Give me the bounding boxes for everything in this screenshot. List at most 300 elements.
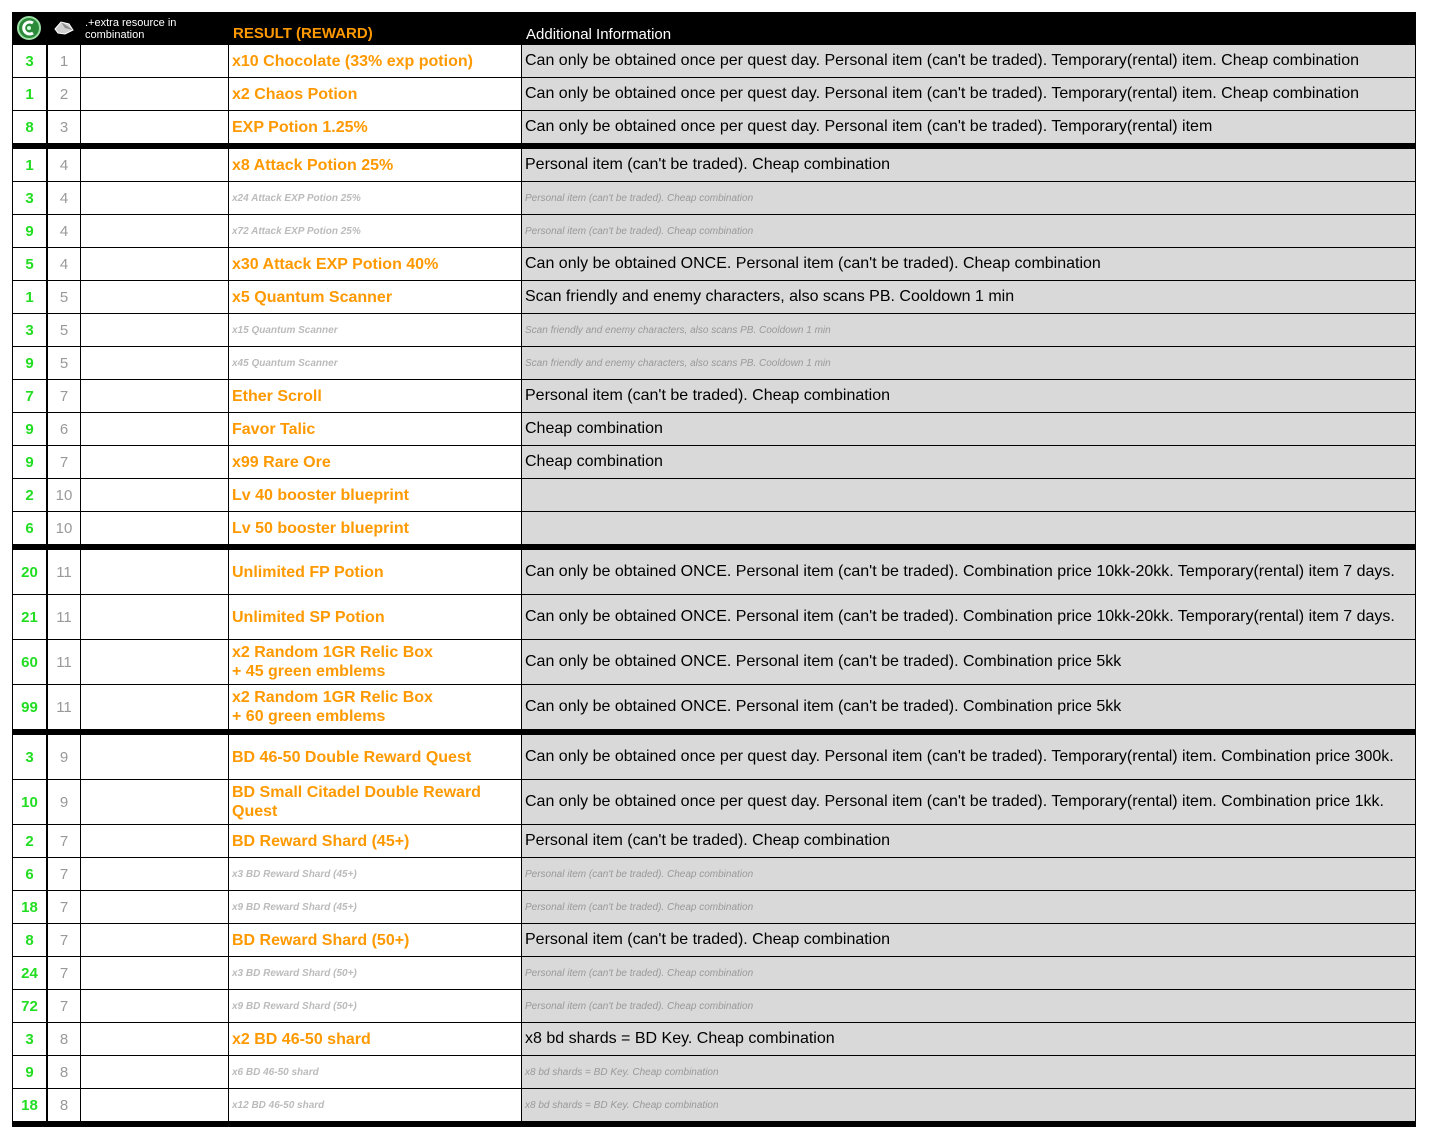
combination-count-text: 9 — [25, 453, 34, 471]
resource-count-text: 5 — [59, 288, 69, 306]
reward-name-text: BD Reward Shard (50+) — [232, 931, 410, 949]
combination-count — [13, 1089, 46, 1121]
additional-info — [522, 891, 1415, 923]
extra-resource-cell — [81, 314, 228, 346]
additional-info — [522, 595, 1415, 639]
table-row — [12, 550, 1416, 594]
resource-count-text: 7 — [59, 997, 69, 1015]
additional-info — [522, 924, 1415, 956]
extra-resource-cell — [81, 1023, 228, 1055]
additional-info-text: Personal item (can't be traded). Cheap combination — [525, 1000, 754, 1012]
combination-count-text: 99 — [21, 698, 38, 716]
additional-info — [522, 380, 1415, 412]
reward-name-text: Unlimited FP Potion — [232, 563, 384, 581]
resource-count-text: 4 — [59, 222, 69, 240]
combination-count — [13, 891, 46, 923]
additional-info-text: Can only be obtained once per quest day. Personal item (can't be traded). Temporary(rental) item. Cheap combination — [525, 52, 1360, 69]
resource-count-text: 7 — [59, 453, 69, 471]
additional-info — [522, 1023, 1415, 1055]
additional-info — [522, 215, 1415, 247]
additional-info — [522, 78, 1415, 110]
combination-count-text: 8 — [25, 118, 34, 136]
resource-count — [48, 446, 80, 478]
additional-info-text: Cheap combination — [525, 453, 663, 470]
reward-name-text: x2 BD 46-50 shard — [232, 1030, 371, 1048]
combination-count — [13, 347, 46, 379]
additional-info — [522, 990, 1415, 1022]
combination-count — [13, 957, 46, 989]
table-row — [12, 281, 1416, 313]
combination-count — [13, 479, 46, 511]
table-row — [12, 413, 1416, 445]
additional-info — [522, 347, 1415, 379]
resource-count — [48, 1089, 80, 1121]
combination-count — [13, 78, 46, 110]
additional-info-text: Can only be obtained once per quest day. Personal item (can't be traded). Temporary(rental) item. Combination price 1kk. — [525, 793, 1384, 810]
combination-count-text: 21 — [21, 608, 38, 626]
reward-name — [229, 924, 521, 956]
extra-resource-cell — [81, 45, 228, 77]
resource-count — [48, 1056, 80, 1088]
reward-name — [229, 640, 521, 684]
reward-name-text: x99 Rare Ore — [232, 453, 331, 471]
resource-count-text: 9 — [59, 748, 69, 766]
combination-count-text: 24 — [21, 964, 38, 982]
reward-name-text: x24 Attack EXP Potion 25% — [232, 192, 361, 204]
resource-count — [48, 380, 80, 412]
resource-count — [48, 990, 80, 1022]
additional-info — [522, 45, 1415, 77]
additional-info — [522, 957, 1415, 989]
additional-info — [522, 479, 1415, 511]
reward-name — [229, 858, 521, 890]
resource-count — [48, 347, 80, 379]
resource-count — [48, 891, 80, 923]
reward-name — [229, 957, 521, 989]
reward-name — [229, 380, 521, 412]
resource-count — [48, 281, 80, 313]
reward-name — [229, 413, 521, 445]
additional-info-text: Personal item (can't be traded). Cheap combination — [525, 192, 754, 204]
resource-count-text: 6 — [59, 420, 69, 438]
table-row — [12, 891, 1416, 923]
resource-count — [48, 780, 80, 824]
combination-count-text: 9 — [25, 354, 34, 372]
reward-name-text: x3 BD Reward Shard (45+) — [232, 868, 357, 880]
combination-count — [13, 825, 46, 857]
reward-name — [229, 248, 521, 280]
combination-count-text: 20 — [21, 563, 38, 581]
table-row — [12, 990, 1416, 1022]
resource-count-text: 8 — [59, 1030, 69, 1048]
combination-count-text: 2 — [25, 486, 34, 504]
resource-count — [48, 550, 80, 594]
combination-count-text: 3 — [25, 52, 34, 70]
reward-name-text: x12 BD 46-50 shard — [232, 1099, 325, 1111]
reward-name — [229, 149, 521, 181]
reward-name-text: Lv 50 booster blueprint — [232, 519, 409, 537]
additional-info — [522, 1056, 1415, 1088]
extra-resource-cell — [81, 111, 228, 143]
extra-resource-cell — [81, 215, 228, 247]
table-row — [12, 248, 1416, 280]
combination-count — [13, 380, 46, 412]
reward-name — [229, 446, 521, 478]
extra-resource-cell — [81, 550, 228, 594]
resource-count-text: 4 — [59, 255, 69, 273]
ore-resource-icon — [47, 12, 80, 44]
reward-name — [229, 347, 521, 379]
table-row — [12, 314, 1416, 346]
reward-name-text: x9 BD Reward Shard (45+) — [232, 901, 357, 913]
resource-count-text: 7 — [59, 832, 69, 850]
extra-resource-header: .+extra resource in combination — [85, 17, 177, 41]
resource-count-text: 11 — [56, 563, 72, 581]
table-row — [12, 182, 1416, 214]
combination-count-text: 9 — [25, 420, 34, 438]
combination-count-text: 18 — [21, 1096, 38, 1114]
additional-info-text: Can only be obtained ONCE. Personal item (can't be traded). Cheap combination — [525, 255, 1101, 272]
extra-resource-cell — [81, 780, 228, 824]
reward-name — [229, 314, 521, 346]
reward-name-text: x45 Quantum Scanner — [232, 357, 338, 369]
reward-name-text: BD Reward Shard (45+) — [232, 832, 410, 850]
reward-name-text: x15 Quantum Scanner — [232, 324, 338, 336]
additional-info — [522, 550, 1415, 594]
resource-count — [48, 512, 80, 544]
combination-count-text: 18 — [21, 898, 38, 916]
table-row — [12, 1023, 1416, 1055]
reward-name-text: x8 Attack Potion 25% — [232, 156, 394, 174]
additional-info-text: Can only be obtained ONCE. Personal item (can't be traded). Combination price 5kk — [525, 698, 1122, 715]
extra-resource-cell — [81, 825, 228, 857]
additional-info-text: Scan friendly and enemy characters, also scans PB. Cooldown 1 min — [525, 288, 1015, 305]
combination-count-text: 9 — [25, 1063, 34, 1081]
reward-name-text: x10 Chocolate (33% exp potion) — [232, 52, 473, 70]
reward-name-text: Ether Scroll — [232, 387, 322, 405]
resource-count — [48, 640, 80, 684]
additional-info-text: Can only be obtained once per quest day. Personal item (can't be traded). Temporary(rental) item. Combination price 300k. — [525, 748, 1394, 765]
resource-count — [48, 924, 80, 956]
resource-count — [48, 413, 80, 445]
resource-count — [48, 957, 80, 989]
additional-info — [522, 858, 1415, 890]
reward-name — [229, 281, 521, 313]
resource-count-text: 10 — [55, 486, 73, 504]
reward-name-text: x3 BD Reward Shard (50+) — [232, 967, 357, 979]
combination-count-text: 1 — [25, 288, 34, 306]
reward-name-text: x5 Quantum Scanner — [232, 288, 393, 306]
combination-count — [13, 182, 46, 214]
extra-resource-cell — [81, 858, 228, 890]
reward-name — [229, 891, 521, 923]
extra-resource-cell — [81, 891, 228, 923]
reward-name-text: x2 Random 1GR Relic Box + 60 green emblems — [232, 689, 433, 725]
resource-count — [48, 182, 80, 214]
reward-name — [229, 1089, 521, 1121]
combination-count-text: 2 — [25, 832, 34, 850]
resource-count — [48, 685, 80, 729]
reward-name-text: BD 46-50 Double Reward Quest — [232, 748, 472, 766]
resource-count-text: 7 — [59, 931, 69, 949]
extra-resource-cell — [81, 149, 228, 181]
table-row — [12, 380, 1416, 412]
table-row — [12, 1089, 1416, 1121]
resource-count-text: 11 — [56, 653, 72, 671]
extra-resource-cell — [81, 446, 228, 478]
additional-info — [522, 512, 1415, 544]
table-row — [12, 347, 1416, 379]
resource-count-text: 1 — [59, 52, 69, 70]
combination-count — [13, 413, 46, 445]
reward-name — [229, 512, 521, 544]
additional-info-text: Can only be obtained ONCE. Personal item (can't be traded). Combination price 10kk-20kk. Temporary(rental) item 7 days. — [525, 608, 1395, 625]
reward-name — [229, 595, 521, 639]
reward-name-text: x2 Random 1GR Relic Box + 45 green emblems — [232, 644, 433, 680]
combination-count — [13, 550, 46, 594]
resource-count-text: 9 — [59, 793, 69, 811]
extra-resource-cell — [81, 512, 228, 544]
resource-count — [48, 149, 80, 181]
combination-count — [13, 1056, 46, 1088]
table-row — [12, 215, 1416, 247]
reward-name — [229, 990, 521, 1022]
extra-resource-cell — [81, 281, 228, 313]
combination-count — [13, 858, 46, 890]
additional-info — [522, 149, 1415, 181]
resource-count-text: 8 — [59, 1063, 69, 1081]
combination-count — [13, 685, 46, 729]
resource-count-text: 8 — [59, 1096, 69, 1114]
reward-name — [229, 45, 521, 77]
combination-count — [13, 149, 46, 181]
combination-count — [13, 780, 46, 824]
additional-info-text: Can only be obtained ONCE. Personal item (can't be traded). Combination price 10kk-20kk. Temporary(rental) item 7 days. — [525, 563, 1395, 580]
additional-info-text: Personal item (can't be traded). Cheap combination — [525, 901, 754, 913]
additional-info-text: Personal item (can't be traded). Cheap combination — [525, 832, 891, 849]
extra-resource-cell — [81, 685, 228, 729]
table-row — [12, 479, 1416, 511]
table-row — [12, 957, 1416, 989]
combination-count — [13, 111, 46, 143]
extra-resource-cell — [81, 735, 228, 779]
combination-count-text: 60 — [21, 653, 38, 671]
resource-count — [48, 78, 80, 110]
resource-count — [48, 858, 80, 890]
combination-count-text: 1 — [25, 85, 34, 103]
extra-resource-cell — [81, 640, 228, 684]
resource-count-text: 7 — [59, 387, 69, 405]
additional-info — [522, 314, 1415, 346]
additional-info-text: Can only be obtained once per quest day. Personal item (can't be traded). Temporary(rental) item. Cheap combination — [525, 85, 1360, 102]
combination-count — [13, 924, 46, 956]
reward-name-text: Favor Talic — [232, 420, 316, 438]
reward-name-text: x72 Attack EXP Potion 25% — [232, 225, 361, 237]
resource-count — [48, 314, 80, 346]
additional-info-text: Personal item (can't be traded). Cheap combination — [525, 931, 891, 948]
resource-count — [48, 45, 80, 77]
extra-resource-cell — [81, 957, 228, 989]
table-row — [12, 1056, 1416, 1088]
table-row — [12, 685, 1416, 729]
extra-resource-cell — [81, 248, 228, 280]
resource-count — [48, 595, 80, 639]
resource-count-text: 4 — [59, 156, 69, 174]
additional-info-text: x8 bd shards = BD Key. Cheap combination — [525, 1099, 719, 1111]
reward-name-text: x2 Chaos Potion — [232, 85, 358, 103]
reward-name — [229, 825, 521, 857]
table-row — [12, 858, 1416, 890]
additional-info — [522, 446, 1415, 478]
combination-count — [13, 595, 46, 639]
resource-count — [48, 248, 80, 280]
result-header: RESULT (REWARD) — [233, 25, 373, 42]
reward-name-text: x30 Attack EXP Potion 40% — [232, 255, 439, 273]
extra-resource-cell — [81, 595, 228, 639]
reward-name — [229, 182, 521, 214]
combination-count-text: 6 — [25, 519, 34, 537]
combination-count — [13, 248, 46, 280]
additional-info-text: Can only be obtained once per quest day. Personal item (can't be traded). Temporary(rental) item — [525, 118, 1213, 135]
additional-info — [522, 248, 1415, 280]
combination-count-text: 6 — [25, 865, 34, 883]
table-row — [12, 45, 1416, 77]
extra-resource-cell — [81, 479, 228, 511]
extra-resource-cell — [81, 347, 228, 379]
combination-count-text: 3 — [25, 189, 34, 207]
reward-name — [229, 111, 521, 143]
table-row — [12, 924, 1416, 956]
table-row — [12, 78, 1416, 110]
additional-info-text: Personal item (can't be traded). Cheap combination — [525, 387, 891, 404]
resource-count — [48, 735, 80, 779]
additional-info-text: Personal item (can't be traded). Cheap combination — [525, 868, 754, 880]
reward-table — [12, 12, 1416, 1127]
extra-resource-cell — [81, 182, 228, 214]
additional-info-text: x8 bd shards = BD Key. Cheap combination — [525, 1066, 719, 1078]
reward-name — [229, 215, 521, 247]
additional-info — [522, 780, 1415, 824]
additional-info — [522, 1089, 1415, 1121]
extra-resource-cell — [81, 78, 228, 110]
combination-count-text: 3 — [25, 748, 34, 766]
extra-resource-cell — [81, 1089, 228, 1121]
resource-count — [48, 111, 80, 143]
resource-count-text: 11 — [56, 698, 72, 716]
combination-count — [13, 640, 46, 684]
additional-info — [522, 182, 1415, 214]
reward-name — [229, 550, 521, 594]
table-row — [12, 735, 1416, 779]
additional-info — [522, 640, 1415, 684]
resource-count — [48, 1023, 80, 1055]
additional-info — [522, 685, 1415, 729]
additional-info — [522, 281, 1415, 313]
resource-count-text: 4 — [59, 189, 69, 207]
table-row — [12, 780, 1416, 824]
combination-count — [13, 512, 46, 544]
reward-name — [229, 1023, 521, 1055]
extra-resource-cell — [81, 990, 228, 1022]
combination-count-text: 3 — [25, 1030, 34, 1048]
table-row — [12, 825, 1416, 857]
additional-info-text: Scan friendly and enemy characters, also scans PB. Cooldown 1 min — [525, 324, 831, 336]
additional-info-text: Can only be obtained ONCE. Personal item (can't be traded). Combination price 5kk — [525, 653, 1122, 670]
reward-name — [229, 479, 521, 511]
additional-info-text: Personal item (can't be traded). Cheap combination — [525, 967, 754, 979]
resource-count-text: 7 — [59, 898, 69, 916]
resource-count — [48, 215, 80, 247]
combination-count-text: 8 — [25, 931, 34, 949]
reward-name — [229, 78, 521, 110]
additional-info — [522, 735, 1415, 779]
combination-count — [13, 314, 46, 346]
extra-resource-cell — [81, 380, 228, 412]
additional-info-text: Personal item (can't be traded). Cheap combination — [525, 225, 754, 237]
combination-count — [13, 215, 46, 247]
combination-count-text: 9 — [25, 222, 34, 240]
combination-count-text: 7 — [25, 387, 34, 405]
additional-info — [522, 111, 1415, 143]
reward-name-text: BD Small Citadel Double Reward Quest — [232, 784, 481, 820]
combination-count-text: 10 — [21, 793, 38, 811]
additional-info-text: Cheap combination — [525, 420, 663, 437]
reward-name-text: EXP Potion 1.25% — [232, 118, 368, 136]
combination-count-text: 1 — [25, 156, 34, 174]
reward-name — [229, 780, 521, 824]
reward-name — [229, 735, 521, 779]
resource-count-text: 3 — [59, 118, 69, 136]
resource-count-text: 2 — [59, 85, 69, 103]
table-row — [12, 595, 1416, 639]
combination-count — [13, 735, 46, 779]
resource-count-text: 5 — [59, 321, 69, 339]
resource-count-text: 11 — [56, 608, 72, 626]
green-emblem-icon — [12, 12, 46, 44]
table-row — [12, 640, 1416, 684]
resource-count-text: 7 — [59, 964, 69, 982]
reward-name-text: x6 BD 46-50 shard — [232, 1066, 319, 1078]
reward-name-text: x9 BD Reward Shard (50+) — [232, 1000, 357, 1012]
extra-resource-cell — [81, 1056, 228, 1088]
additional-info — [522, 825, 1415, 857]
table-row — [12, 446, 1416, 478]
combination-count — [13, 281, 46, 313]
combination-count — [13, 45, 46, 77]
resource-count — [48, 825, 80, 857]
additional-info — [522, 413, 1415, 445]
resource-count-text: 7 — [59, 865, 69, 883]
combination-count — [13, 446, 46, 478]
additional-info-text: x8 bd shards = BD Key. Cheap combination — [525, 1030, 835, 1047]
table-row — [12, 149, 1416, 181]
combination-count — [13, 1023, 46, 1055]
resource-count — [48, 479, 80, 511]
combination-count-text: 3 — [25, 321, 34, 339]
info-header: Additional Information — [526, 26, 672, 43]
reward-name — [229, 1056, 521, 1088]
resource-count-text: 10 — [55, 519, 73, 537]
table-row — [12, 512, 1416, 544]
extra-resource-cell — [81, 413, 228, 445]
table-row — [12, 111, 1416, 143]
extra-resource-cell — [81, 924, 228, 956]
reward-name-text: Lv 40 booster blueprint — [232, 486, 409, 504]
table-header — [12, 12, 1416, 44]
additional-info-text: Scan friendly and enemy characters, also scans PB. Cooldown 1 min — [525, 357, 831, 369]
resource-count-text: 5 — [59, 354, 69, 372]
reward-name — [229, 685, 521, 729]
